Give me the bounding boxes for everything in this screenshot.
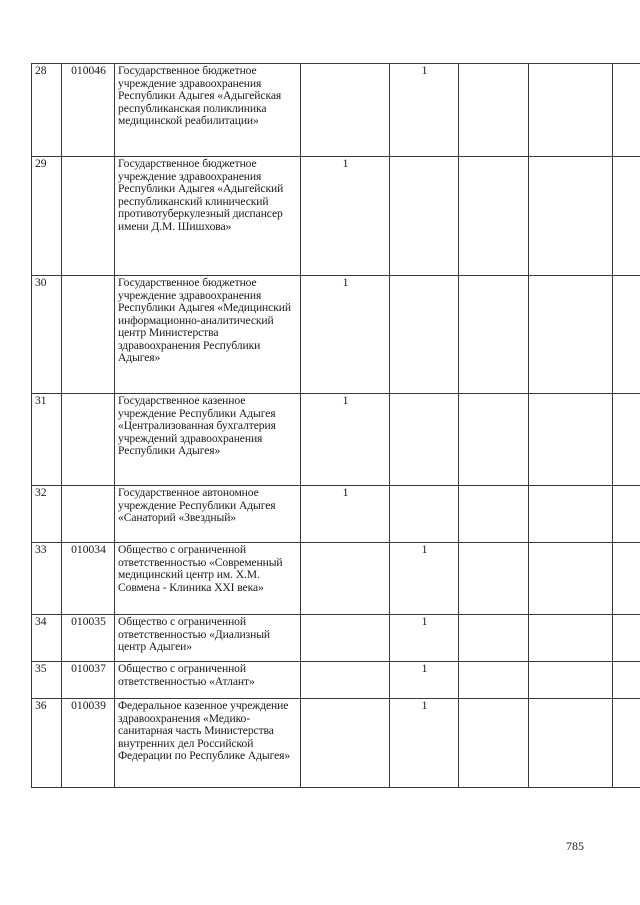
table-row xyxy=(32,64,640,157)
table-row xyxy=(32,394,640,486)
value-cell-4 xyxy=(529,543,613,615)
value-cell-4 xyxy=(529,486,613,543)
value-cell-1: 1 xyxy=(301,486,390,543)
org-code xyxy=(62,157,115,276)
value-cell-2 xyxy=(390,157,459,276)
org-name: Государственное казенное учреждение Республики Адыгея «Централизованная бухгалтерия учреждений здравоохранения Республики Адыгея» xyxy=(115,394,301,486)
value-cell-1 xyxy=(301,699,390,788)
value-cell-5 xyxy=(613,486,640,543)
table-row xyxy=(32,615,640,662)
org-code: 010046 xyxy=(62,64,115,157)
row-number: 35 xyxy=(32,662,62,699)
table-row xyxy=(32,543,640,615)
value-cell-1 xyxy=(301,615,390,662)
table-body xyxy=(32,64,640,788)
value-cell-4 xyxy=(529,699,613,788)
org-name: Общество с ограниченной ответственностью «Диализный центр Адыгеи» xyxy=(115,615,301,662)
value-cell-5 xyxy=(613,699,640,788)
org-code xyxy=(62,394,115,486)
row-number: 36 xyxy=(32,699,62,788)
value-cell-2: 1 xyxy=(390,615,459,662)
table-row xyxy=(32,157,640,276)
organizations-table xyxy=(31,63,640,788)
value-cell-5 xyxy=(613,394,640,486)
value-cell-2 xyxy=(390,394,459,486)
value-cell-4 xyxy=(529,64,613,157)
org-name: Общество с ограниченной ответственностью «Современный медицинский центр им. Х.М. Совмена - Клиника XXI века» xyxy=(115,543,301,615)
value-cell-1: 1 xyxy=(301,276,390,394)
value-cell-4 xyxy=(529,157,613,276)
org-code: 010037 xyxy=(62,662,115,699)
value-cell-2 xyxy=(390,486,459,543)
row-number: 29 xyxy=(32,157,62,276)
value-cell-4 xyxy=(529,394,613,486)
row-number: 33 xyxy=(32,543,62,615)
value-cell-5 xyxy=(613,276,640,394)
org-name: Федеральное казенное учреждение здравоохранения «Медико-санитарная часть Министерства внутренних дел Российской Федерации по Республике Адыгея» xyxy=(115,699,301,788)
value-cell-3 xyxy=(459,157,529,276)
row-number: 31 xyxy=(32,394,62,486)
page-number: 785 xyxy=(566,839,584,853)
value-cell-3 xyxy=(459,394,529,486)
org-name: Государственное бюджетное учреждение здравоохранения Республики Адыгея «Медицинский информационно-аналитический центр Министерства здравоохранения Республики Адыгея» xyxy=(115,276,301,394)
row-number: 32 xyxy=(32,486,62,543)
org-code: 010035 xyxy=(62,615,115,662)
value-cell-5 xyxy=(613,157,640,276)
value-cell-2: 1 xyxy=(390,64,459,157)
value-cell-3 xyxy=(459,615,529,662)
value-cell-2: 1 xyxy=(390,662,459,699)
table-row xyxy=(32,699,640,788)
org-code: 010034 xyxy=(62,543,115,615)
table-row xyxy=(32,486,640,543)
value-cell-3 xyxy=(459,486,529,543)
value-cell-5 xyxy=(613,64,640,157)
value-cell-1: 1 xyxy=(301,157,390,276)
value-cell-5 xyxy=(613,662,640,699)
value-cell-3 xyxy=(459,64,529,157)
org-name: Государственное автономное учреждение Республики Адыгея «Санаторий «Звездный» xyxy=(115,486,301,543)
value-cell-3 xyxy=(459,543,529,615)
value-cell-1 xyxy=(301,64,390,157)
org-name: Общество с ограниченной ответственностью «Атлант» xyxy=(115,662,301,699)
value-cell-3 xyxy=(459,699,529,788)
value-cell-4 xyxy=(529,662,613,699)
org-code: 010039 xyxy=(62,699,115,788)
row-number: 30 xyxy=(32,276,62,394)
org-code xyxy=(62,276,115,394)
row-number: 28 xyxy=(32,64,62,157)
value-cell-5 xyxy=(613,615,640,662)
value-cell-2 xyxy=(390,276,459,394)
value-cell-5 xyxy=(613,543,640,615)
value-cell-4 xyxy=(529,276,613,394)
value-cell-1 xyxy=(301,543,390,615)
value-cell-2: 1 xyxy=(390,543,459,615)
value-cell-3 xyxy=(459,276,529,394)
org-code xyxy=(62,486,115,543)
table-row xyxy=(32,276,640,394)
org-name: Государственное бюджетное учреждение здравоохранения Республики Адыгея «Адыгейская республиканская поликлиника медицинской реабилитации» xyxy=(115,64,301,157)
value-cell-3 xyxy=(459,662,529,699)
value-cell-2: 1 xyxy=(390,699,459,788)
value-cell-1: 1 xyxy=(301,394,390,486)
row-number: 34 xyxy=(32,615,62,662)
value-cell-4 xyxy=(529,615,613,662)
org-name: Государственное бюджетное учреждение здравоохранения Республики Адыгея «Адыгейский республиканский клинический противотуберкулезный диспансер имени Д.М. Шишхова» xyxy=(115,157,301,276)
value-cell-1 xyxy=(301,662,390,699)
table-row xyxy=(32,662,640,699)
